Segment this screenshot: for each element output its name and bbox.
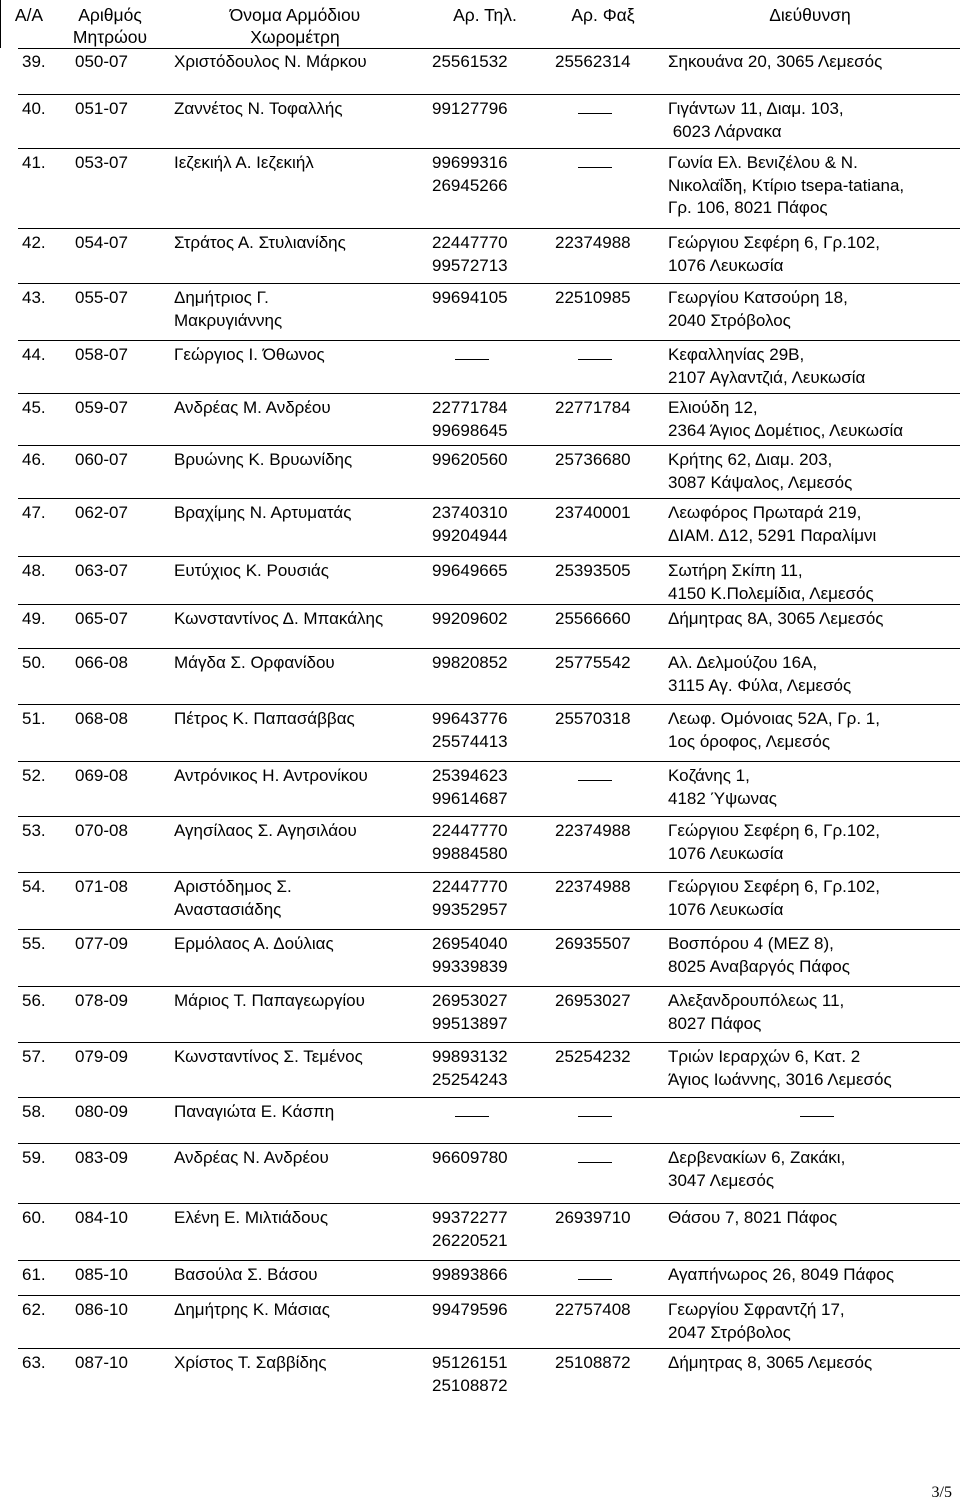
cell-reg: 059-07 [75,398,128,417]
cell-name: Παναγιώτα Ε. Κάσπη [174,1102,335,1121]
cell-tel: 99479596 [432,1300,508,1319]
cell-name: Δημήτρης Κ. Μάσιας [174,1300,330,1319]
cell-reg: 054-07 [75,233,128,252]
cell-addr: Γεωργίου Κατσούρη 18, 2040 Στρόβολος [668,288,848,330]
row-divider [18,604,960,605]
cell-addr: Σηκουάνα 20, 3065 Λεμεσός [668,52,883,71]
cell-fax: 25254232 [555,1047,631,1066]
cell-name: Ελένη Ε. Μιλτιάδους [174,1208,329,1227]
cell-fax: 22374988 [555,877,631,896]
cell-no: 52. [22,766,46,785]
cell-addr: Γεώργιου Σεφέρη 6, Γρ.102, 1076 Λευκωσία [668,877,880,919]
cell-fax: 26935507 [555,934,631,953]
empty-tel-dash [455,1101,489,1124]
cell-tel: 99643776 25574413 [432,709,508,751]
cell-tel: 22447770 99352957 [432,877,508,919]
blank-line [578,153,612,168]
cell-name: Χριστόδουλος Ν. Μάρκου [174,52,367,71]
cell-no: 53. [22,821,46,840]
cell-reg: 080-09 [75,1102,128,1121]
row-divider [18,1295,960,1296]
header-surveyor-name: Όνομα Αρμόδιου Χωρομέτρη [229,5,361,47]
cell-fax: 25775542 [555,653,631,672]
cell-fax: 22757408 [555,1300,631,1319]
cell-name: Κωνσταντίνος Σ. Τεμένος [174,1047,363,1066]
cell-tel: 99893866 [432,1265,508,1284]
cell-name: Ζαννέτος Ν. Τοφαλλής [174,99,343,118]
cell-name: Ιεζεκιήλ Α. Ιεζεκιήλ [174,153,314,172]
blank-line [578,1148,612,1163]
cell-name: Βρυώνης Κ. Βρυωνίδης [174,450,353,469]
row-divider [18,498,960,499]
cell-no: 48. [22,561,46,580]
row-divider [18,228,960,229]
cell-fax: 25108872 [555,1353,631,1372]
cell-reg: 086-10 [75,1300,128,1319]
empty-fax-dash [578,765,612,788]
cell-fax: 26953027 [555,991,631,1010]
cell-no: 46. [22,450,46,469]
cell-fax: 25570318 [555,709,631,728]
row-divider [18,986,960,987]
cell-no: 51. [22,709,46,728]
cell-reg: 050-07 [75,52,128,71]
cell-fax: 22374988 [555,233,631,252]
empty-fax-dash [578,152,612,175]
cell-addr: Γωνία Ελ. Βενιζέλου & Ν. Νικολαΐδη, Κτίριο tsepa-tatiana, Γρ. 106, 8021 Πάφος [668,153,905,217]
cell-no: 43. [22,288,46,307]
cell-addr: Λεωφ. Ομόνοιας 52Α, Γρ. 1, 1ος όροφος, Λεμεσός [668,709,880,751]
cell-addr: Γεωργίου Σφραντζή 17, 2047 Στρόβολος [668,1300,845,1342]
row-divider [18,1203,960,1204]
cell-name: Μάριος Τ. Παπαγεωργίου [174,991,365,1010]
cell-name: Ανδρέας Μ. Ανδρέου [174,398,331,417]
cell-no: 45. [22,398,46,417]
header-registry-number: Αριθμός Μητρώου [72,5,148,47]
cell-addr: Βοσπόρου 4 (ΜΕΖ 8), 8025 Αναβαργός Πάφος [668,934,850,976]
row-divider [18,556,960,557]
cell-addr: Δήμητρας 8, 3065 Λεμεσός [668,1353,873,1372]
empty-fax-dash [578,98,612,121]
cell-no: 55. [22,934,46,953]
row-divider [18,1260,960,1261]
row-divider [18,1042,960,1043]
cell-fax: 25566660 [555,609,631,628]
row-divider [18,445,960,446]
cell-reg: 070-08 [75,821,128,840]
cell-reg: 055-07 [75,288,128,307]
cell-fax: 26939710 [555,1208,631,1227]
cell-fax: 25393505 [555,561,631,580]
header-fax: Αρ. Φαξ [571,5,635,25]
cell-name: Αγησίλαος Σ. Αγησιλάου [174,821,357,840]
cell-fax: 25736680 [555,450,631,469]
cell-tel: 22771784 99698645 [432,398,508,440]
cell-tel: 25394623 99614687 [432,766,508,808]
empty-fax-dash [578,1101,612,1124]
cell-reg: 069-08 [75,766,128,785]
cell-name: Δημήτριος Γ. Μακρυγιάννης [174,288,283,330]
cell-reg: 084-10 [75,1208,128,1227]
blank-line [578,1265,612,1280]
cell-addr: Αλεξανδρουπόλεως 11, 8027 Πάφος [668,991,845,1033]
row-divider [18,816,960,817]
cell-tel: 99694105 [432,288,508,307]
cell-reg: 058-07 [75,345,128,364]
empty-fax-dash [578,1264,612,1287]
row-divider [18,340,960,341]
cell-no: 50. [22,653,46,672]
page-number: 3/5 [931,1484,952,1501]
row-divider [18,1348,960,1349]
cell-tel: 96609780 [432,1148,508,1167]
cell-addr: Κεφαλληνίας 29Β, 2107 Αγλαντζιά, Λευκωσία [668,345,866,387]
blank-line [578,345,612,360]
blank-line [578,99,612,114]
row-divider [18,94,960,95]
cell-no: 60. [22,1208,46,1227]
empty-fax-dash [578,344,612,367]
header-telephone: Αρ. Τηλ. [453,5,517,25]
cell-tel: 23740310 99204944 [432,503,508,545]
cell-reg: 071-08 [75,877,128,896]
cell-addr: Θάσου 7, 8021 Πάφος [668,1208,838,1227]
cell-fax: 23740001 [555,503,631,522]
cell-addr: Γεώργιου Σεφέρη 6, Γρ.102, 1076 Λευκωσία [668,821,880,863]
blank-line [455,1102,489,1117]
row-divider [18,1143,960,1144]
cell-no: 62. [22,1300,46,1319]
cell-reg: 079-09 [75,1047,128,1066]
blank-line [800,1102,834,1117]
blank-line [578,766,612,781]
cell-tel: 99209602 [432,609,508,628]
cell-no: 47. [22,503,46,522]
cell-no: 58. [22,1102,46,1121]
cell-addr: Κρήτης 62, Διαμ. 203, 3087 Κάψαλος, Λεμεσός [668,450,853,492]
cell-tel: 26954040 99339839 [432,934,508,976]
cell-no: 44. [22,345,46,364]
cell-reg: 060-07 [75,450,128,469]
cell-reg: 083-09 [75,1148,128,1167]
cell-tel: 99649665 [432,561,508,580]
row-divider [18,704,960,705]
row-divider [18,761,960,762]
cell-tel: 22447770 99884580 [432,821,508,863]
row-divider [18,283,960,284]
row-divider [18,1097,960,1098]
header-divider [18,48,960,49]
cell-reg: 051-07 [75,99,128,118]
cell-no: 54. [22,877,46,896]
blank-line [455,345,489,360]
table-header [0,0,960,48]
cell-name: Βραχίμης Ν. Αρτυματάς [174,503,352,522]
blank-line [578,1102,612,1117]
cell-addr: Λεωφόρος Πρωταρά 219, ΔΙΑΜ. Δ12, 5291 Παραλίμνι [668,503,877,545]
cell-reg: 087-10 [75,1353,128,1372]
cell-tel: 99893132 25254243 [432,1047,508,1089]
cell-reg: 062-07 [75,503,128,522]
cell-reg: 053-07 [75,153,128,172]
cell-addr: Αγαπήνωρος 26, 8049 Πάφος [668,1265,895,1284]
cell-no: 59. [22,1148,46,1167]
cell-name: Πέτρος Κ. Παπασάββας [174,709,355,728]
cell-name: Ερμόλαος Α. Δούλιας [174,934,334,953]
cell-reg: 085-10 [75,1265,128,1284]
row-divider [18,393,960,394]
cell-name: Αριστόδημος Σ. Αναστασιάδης [174,877,292,919]
cell-fax: 22771784 [555,398,631,417]
cell-tel: 25561532 [432,52,508,71]
row-divider [18,872,960,873]
row-divider [18,648,960,649]
cell-name: Βασούλα Σ. Βάσου [174,1265,318,1284]
cell-name: Ανδρέας Ν. Ανδρέου [174,1148,329,1167]
empty-addr-dash [800,1101,834,1124]
cell-addr: Τριών Ιεραρχών 6, Κατ. 2 Άγιος Ιωάννης, 3016 Λεμεσός [668,1047,892,1089]
cell-no: 56. [22,991,46,1010]
cell-tel: 95126151 25108872 [432,1353,508,1395]
cell-name: Αντρόνικος Η. Αντρονίκου [174,766,368,785]
cell-reg: 063-07 [75,561,128,580]
cell-tel: 99820852 [432,653,508,672]
empty-tel-dash [455,344,489,367]
cell-reg: 077-09 [75,934,128,953]
cell-addr: Ελιούδη 12, 2364 Άγιος Δομέτιος, Λευκωσία [668,398,904,440]
cell-no: 39. [22,52,46,71]
cell-no: 49. [22,609,46,628]
cell-fax: 22510985 [555,288,631,307]
cell-reg: 068-08 [75,709,128,728]
cell-tel: 99372277 26220521 [432,1208,508,1250]
row-divider [18,929,960,930]
cell-addr: Σωτήρη Σκίπη 11, 4150 Κ.Πολεμίδια, Λεμεσός [668,561,874,603]
cell-fax: 25562314 [555,52,631,71]
cell-addr: Κοζάνης 1, 4182 Ύψωνας [668,766,777,808]
cell-no: 57. [22,1047,46,1066]
row-divider [18,148,960,149]
header-address: Διεύθυνση [769,5,851,25]
cell-addr: Γιγάντων 11, Διαμ. 103, 6023 Λάρνακα [668,99,844,141]
cell-reg: 066-08 [75,653,128,672]
cell-tel: 22447770 99572713 [432,233,508,275]
cell-no: 40. [22,99,46,118]
cell-name: Στράτος Α. Στυλιανίδης [174,233,346,252]
cell-name: Γεώργιος Ι. Όθωνος [174,345,325,364]
cell-no: 63. [22,1353,46,1372]
cell-fax: 22374988 [555,821,631,840]
cell-addr: Δερβενακίων 6, Ζακάκι, 3047 Λεμεσός [668,1148,846,1190]
cell-reg: 078-09 [75,991,128,1010]
empty-fax-dash [578,1147,612,1170]
header-aa: Α/Α [14,5,44,25]
cell-name: Χρίστος Τ. Σαββίδης [174,1353,327,1372]
cell-name: Μάγδα Σ. Ορφανίδου [174,653,335,672]
cell-no: 61. [22,1265,46,1284]
cell-no: 42. [22,233,46,252]
cell-tel: 99699316 26945266 [432,153,508,195]
header-left-border [0,0,1,48]
cell-tel: 26953027 99513897 [432,991,508,1033]
cell-name: Κωνσταντίνος Δ. Μπακάλης [174,609,384,628]
cell-addr: Αλ. Δελμούζου 16Α, 3115 Αγ. Φύλα, Λεμεσός [668,653,852,695]
cell-addr: Δήμητρας 8Α, 3065 Λεμεσός [668,609,884,628]
cell-tel: 99620560 [432,450,508,469]
cell-name: Ευτύχιος Κ. Ρουσιάς [174,561,329,580]
cell-addr: Γεώργιου Σεφέρη 6, Γρ.102, 1076 Λευκωσία [668,233,880,275]
cell-no: 41. [22,153,46,172]
cell-reg: 065-07 [75,609,128,628]
cell-tel: 99127796 [432,99,508,118]
